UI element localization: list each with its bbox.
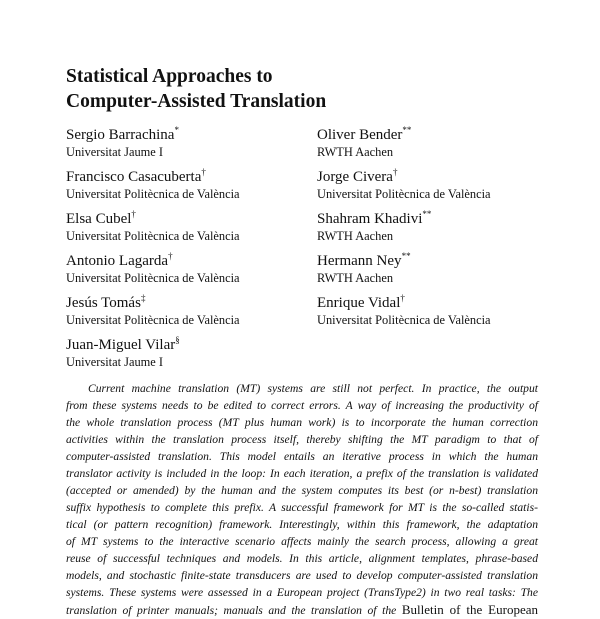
abstract-line: the whole translation process (MT plus human work) is to incorporate the human correction xyxy=(66,416,538,429)
abstract-line: Current machine translation (MT) systems are still not perfect. In practice, the output xyxy=(88,382,538,395)
author-barrachina xyxy=(66,126,179,160)
author-lagarda xyxy=(66,252,240,286)
author-vilar xyxy=(66,336,180,370)
abstract-line: (accepted or amended) by the human and the system computes its best (or n-best) translation xyxy=(66,484,538,497)
author-affiliation: Universitat Jaume I xyxy=(66,145,164,159)
author-name: Shahram Khadivi xyxy=(317,211,423,227)
affiliation-mark: ‡ xyxy=(140,293,146,303)
abstract-line: computer-assisted translation. This model entails an iterative process in which the human xyxy=(66,450,538,463)
abstract-line: reuse of successful techniques and models. In this article, alignment templates, phrase-based xyxy=(66,552,538,565)
author-name: Hermann Ney xyxy=(317,253,402,269)
paper-title xyxy=(66,64,506,114)
author-name: Jorge Civera xyxy=(317,169,393,185)
abstract-line: systems. These systems were assessed in a European project (TransType2) in two real tasks: The xyxy=(66,586,538,599)
journal-name: Bulletin of the European xyxy=(401,602,538,617)
abstract-line: translator activity is included in the loop: In each iteration, a prefix of the translation is validated xyxy=(66,467,538,480)
abstract-line: activities within the translation process itself, thereby shifting the MT paradigm to that of xyxy=(66,433,538,446)
author-affiliation: Universitat Jaume I xyxy=(66,355,164,369)
author-affiliation: RWTH Aachen xyxy=(317,145,394,159)
abstract-line-text: translation of printer manuals; manuals and the translation of the xyxy=(66,604,397,617)
author-civera xyxy=(317,168,491,202)
author-affiliation: RWTH Aachen xyxy=(317,271,394,285)
author-khadivi xyxy=(317,210,431,244)
affiliation-mark: † xyxy=(392,167,398,177)
abstract-line: models, and stochastic finite-state transducers are used to develop computer-assisted translation xyxy=(66,569,538,582)
affiliation-mark: † xyxy=(168,251,173,261)
author-name: Enrique Vidal xyxy=(317,295,401,311)
abstract-line: of MT systems to the interactive scenario affects mainly the search process, allowing a great xyxy=(66,535,538,548)
abstract xyxy=(66,380,538,617)
author-ney xyxy=(317,252,411,286)
author-name: Antonio Lagarda xyxy=(66,253,169,269)
affiliation-mark: * xyxy=(174,125,179,135)
abstract-line: suffix hypothesis to complete this prefix. A successful framework for MT is the so-called statis- xyxy=(66,501,538,514)
author-affiliation: Universitat Politècnica de València xyxy=(66,271,240,285)
affiliation-mark: † xyxy=(201,167,206,177)
abstract-line-last xyxy=(66,601,538,619)
title-line-2: Computer-Assisted Translation xyxy=(66,91,327,112)
author-affiliation: Universitat Politècnica de València xyxy=(317,313,491,327)
affiliation-mark: ** xyxy=(422,209,432,219)
author-tomas xyxy=(66,294,240,328)
abstract-line: from these systems needs to be edited to correct errors. A way of increasing the productivity of xyxy=(66,399,538,412)
author-name: Jesús Tomás xyxy=(66,295,141,311)
author-affiliation: Universitat Politècnica de València xyxy=(66,313,240,327)
title-line-1: Statistical Approaches to xyxy=(66,66,273,87)
author-name: Juan-Miguel Vilar xyxy=(66,337,176,353)
author-affiliation: Universitat Politècnica de València xyxy=(66,187,240,201)
affiliation-mark: ** xyxy=(401,251,411,261)
author-affiliation: RWTH Aachen xyxy=(317,229,394,243)
author-name: Oliver Bender xyxy=(317,127,403,143)
affiliation-mark: † xyxy=(131,209,136,219)
author-cubel xyxy=(66,210,240,244)
author-name: Elsa Cubel xyxy=(66,211,132,227)
author-vidal xyxy=(317,294,491,328)
author-affiliation: Universitat Politècnica de València xyxy=(317,187,491,201)
affiliation-mark: ** xyxy=(402,125,412,135)
abstract-line: tical (or pattern recognition) framework. Interestingly, within this framework, the adaptation xyxy=(66,518,538,531)
affiliation-mark: † xyxy=(400,293,405,303)
author-name: Francisco Casacuberta xyxy=(66,169,202,185)
author-bender xyxy=(317,126,411,160)
author-affiliation: Universitat Politècnica de València xyxy=(66,229,240,243)
author-name: Sergio Barrachina xyxy=(66,127,175,143)
author-casacuberta xyxy=(66,168,240,202)
affiliation-mark: § xyxy=(175,335,180,345)
